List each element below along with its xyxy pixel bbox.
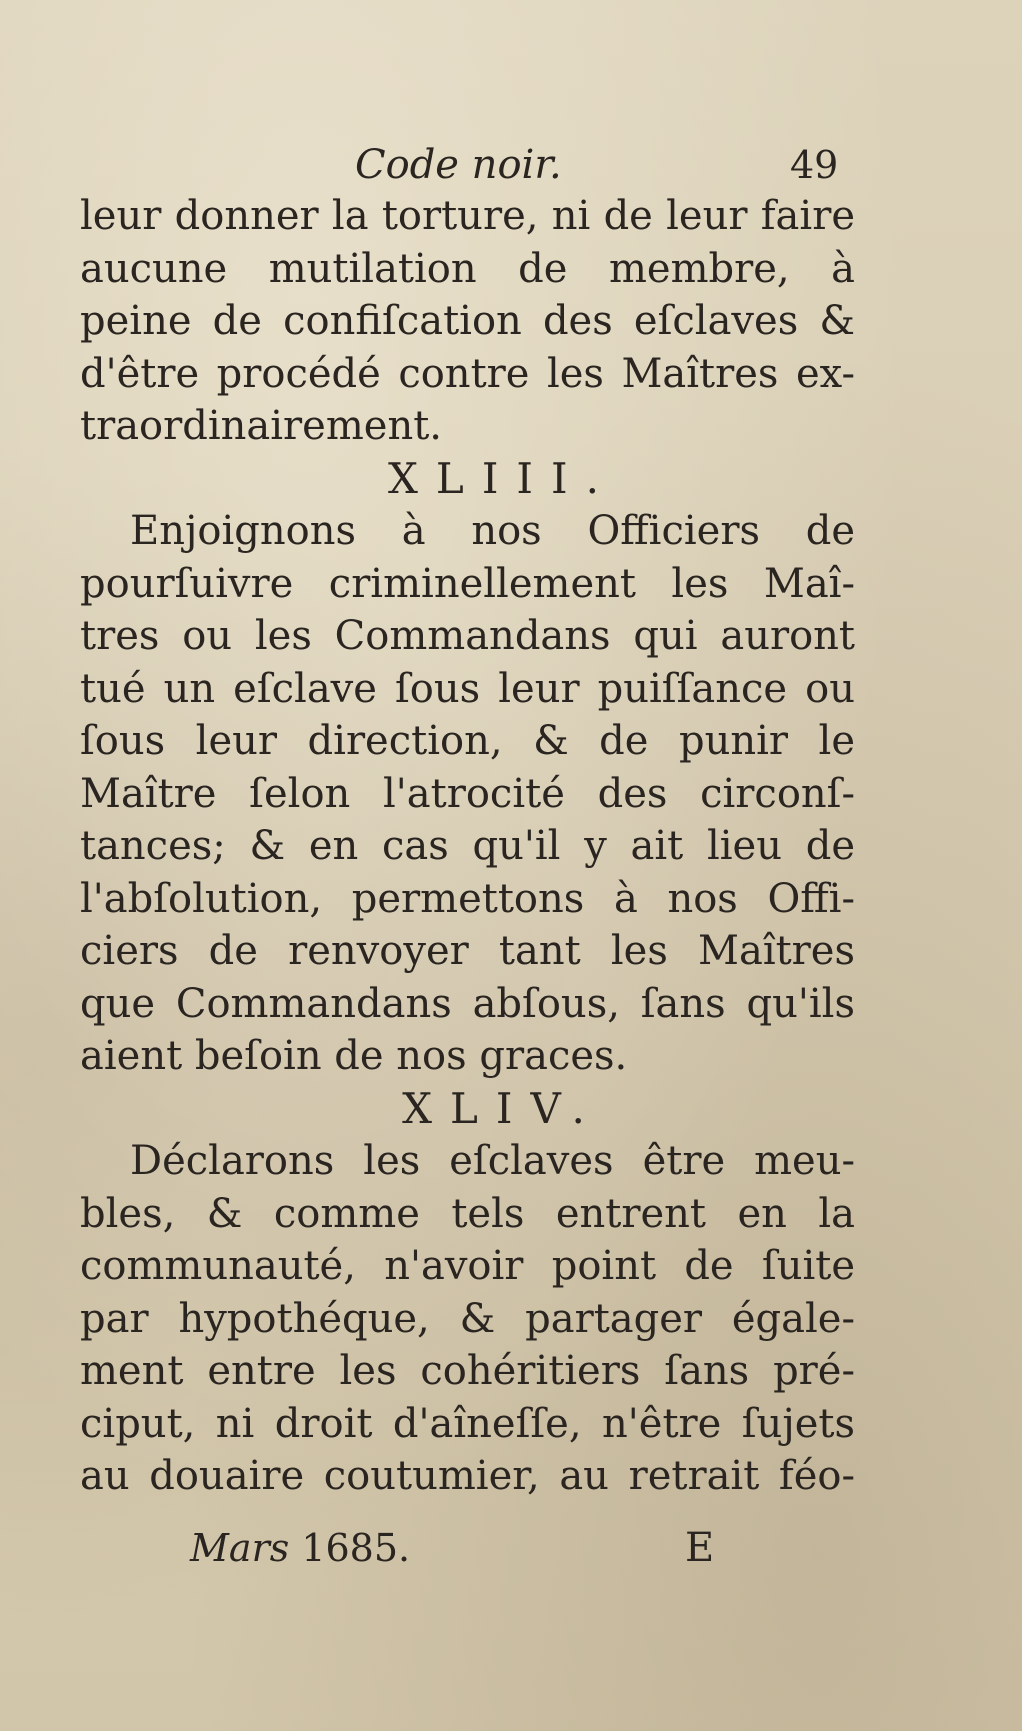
text-line: Déclarons les eſclaves être meu- (130, 1138, 855, 1184)
signature-date (190, 1518, 410, 1578)
text-line: ment entre les cohéritiers ſans pré- (80, 1348, 855, 1394)
page-footer (0, 1518, 1022, 1578)
text-line: d'être procédé contre les Maîtres ex- (80, 350, 855, 397)
running-head (0, 140, 1022, 190)
text-line: tances; & en cas qu'il y ait lieu de (80, 823, 855, 869)
article-heading-44: XLIV. (402, 1083, 603, 1133)
text-line: peine de confiſcation des eſclaves & (80, 298, 855, 344)
text-line: tué un eſclave ſous leur puiſſance ou (80, 665, 855, 712)
text-line: ciput, ni droit d'aîneſſe, n'être ſujets (80, 1400, 855, 1447)
text-line: Enjoignons à nos Officiers de (130, 508, 855, 554)
article-heading-43: XLIII. (388, 453, 617, 503)
text-line: l'abſolution, permettons à nos Offi- (80, 875, 855, 922)
text-line: aient beſoin de nos graces. (80, 1033, 628, 1079)
signature-year: 1685. (301, 1526, 411, 1570)
text-line: Maître ſelon l'atrocité des circonſ- (80, 770, 855, 817)
text-line: que Commandans abſous, ſans qu'ils (80, 980, 855, 1027)
text-line: ſous leur direction, & de punir le (80, 718, 855, 764)
text-line: leur donner la torture, ni de leur faire (80, 193, 855, 239)
running-head-title: Code noir. (355, 142, 562, 188)
text-line: aucune mutilation de membre, à (80, 245, 855, 292)
signature-month: Mars (190, 1526, 290, 1570)
page-number: 49 (790, 143, 839, 187)
text-line: ciers de renvoyer tant les Maîtres (80, 928, 855, 974)
text-line: tres ou les Commandans qui auront (80, 613, 855, 659)
text-line: communauté, n'avoir point de ſuite (80, 1243, 855, 1289)
text-line: pourſuivre criminellement les Maî- (80, 560, 855, 607)
text-line: traordinairement. (80, 403, 442, 449)
text-line: au douaire coutumier, au retrait féo- (80, 1453, 855, 1499)
text-line: par hypothéque, & partager égale- (80, 1295, 855, 1342)
signature-mark: E (685, 1525, 715, 1571)
body-text (80, 190, 855, 1503)
text-line: bles, & comme tels entrent en la (80, 1190, 855, 1237)
